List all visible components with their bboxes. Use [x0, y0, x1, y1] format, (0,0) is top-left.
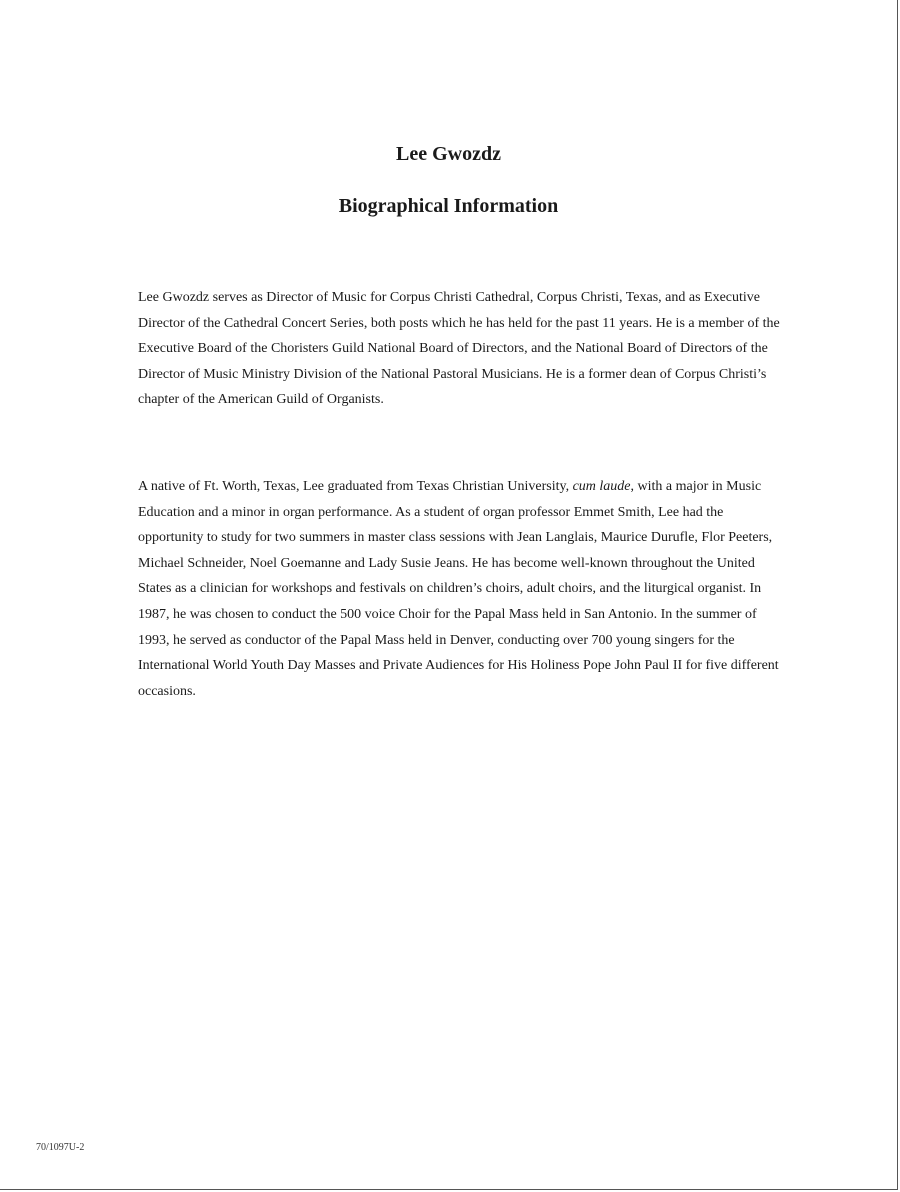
document-heading: Biographical Information	[338, 195, 559, 217]
bio-paragraph-2	[138, 474, 788, 704]
bio-paragraph-1: Lee Gwozdz serves as Director of Music for Corpus Christi Cathedral, Corpus Christi, Texas, and as Executive Director of the Cathedral Concert Series, both posts which he has held for the past 11 years. He is a member of the Executive Board of the Choristers Guild National Board of Directors, and the National Board of Directors of the Director of Music Ministry Division of the National Pastoral Musicians. He is a former dean of Corpus Christi’s chapter of the American Guild of Organists.	[138, 290, 780, 408]
document-title-name: Lee Gwozdz	[396, 143, 501, 165]
bio-paragraph-2-end: , with a major in Music Education and a minor in organ performance. As a student of organ professor Emmet Smith, Lee had the opportunity to study for two summers in master class sessions with Jean Langlais, Maurice Durufle, Flor Peeters, Michael Schneider, Noel Goemanne and Lady Susie Jeans. He has become well-known throughout the United States as a clinician for workshops and festivals on children’s choirs, adult choirs, and the liturgical organist. In 1987, he was chosen to conduct the 500 voice Choir for the Papal Mass held in San Antonio. In the summer of 1993, he served as conductor of the Papal Mass held in Denver, conducting over 700 young singers for the International World Youth Day Masses and Private Audiences for His Holiness Pope John Paul II for five different occasions.	[138, 479, 779, 699]
bio-paragraph-2-start: A native of Ft. Worth, Texas, Lee graduated from Texas Christian University,	[138, 479, 573, 494]
bio-paragraph-2-italic: cum laude	[572, 479, 631, 494]
footer-catalog-code: 70/1097U-2	[36, 1142, 85, 1153]
